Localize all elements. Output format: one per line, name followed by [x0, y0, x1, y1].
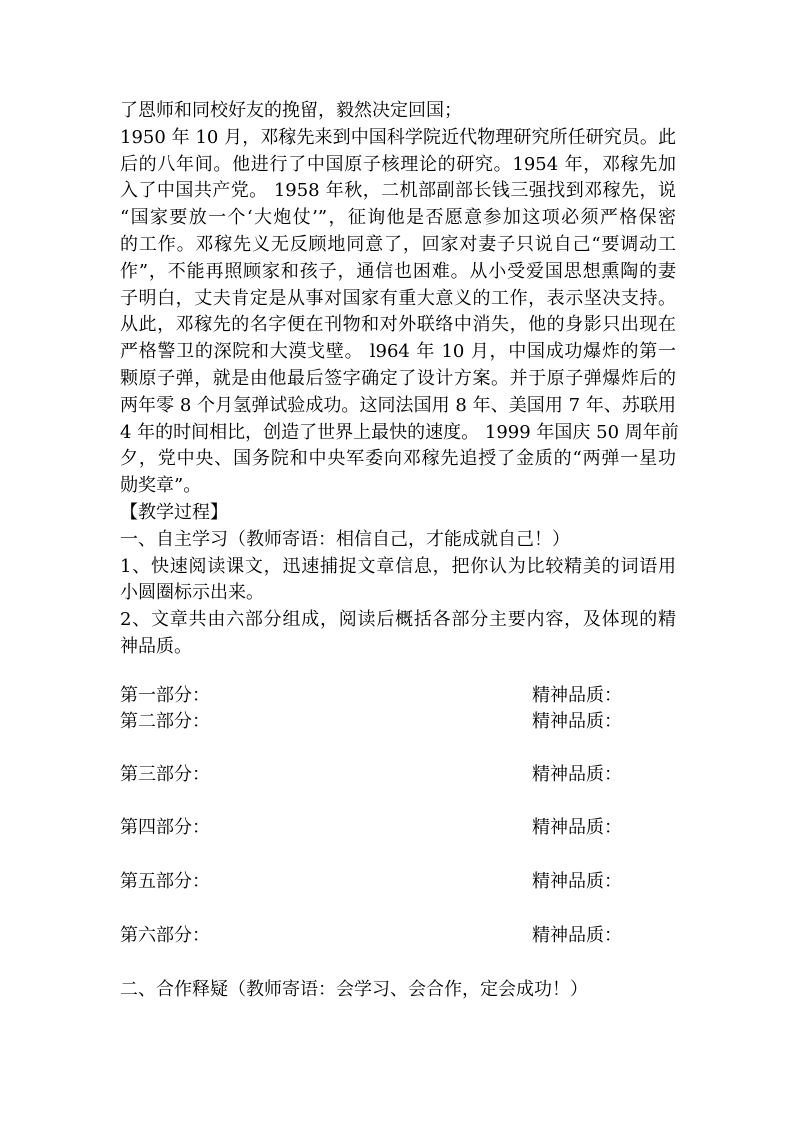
quality-label: 精神品质： [532, 710, 622, 732]
text-line: 子明白，丈夫肯定是从事对国家有重大意义的工作，表示坚决支持。 [120, 287, 676, 309]
text-line: 颗原子弹，就是由他最后签字确定了设计方案。并于原子弹爆炸后的 [120, 367, 676, 389]
text-line: 夕，党中央、国务院和中央军委向邓稼先追授了金质的“两弹一星功 [120, 448, 676, 470]
text-line: 作”，不能再照顾家和孩子，通信也困难。从小受爱国思想熏陶的妻 [120, 260, 676, 282]
section-2-title: 二、合作释疑（教师寄语：会学习、会合作，定会成功！） [120, 979, 588, 1000]
task-1 [120, 554, 676, 608]
text-line: 1、快速阅读课文，迅速捕捉文章信息，把你认为比较精美的词语用 [120, 555, 676, 577]
text-line: 严格警卫的深院和大漠戈壁。 l964 年 10 月，中国成功爆炸的第一 [120, 341, 676, 363]
part-row-5 [120, 869, 676, 896]
text-line: 神品质。 [120, 635, 192, 657]
part-row-6 [120, 923, 676, 950]
text-line: 小圆圈标示出来。 [120, 582, 264, 604]
quality-label: 精神品质： [532, 817, 622, 839]
part-row-4 [120, 815, 676, 842]
text-line: “国家要放一个‘大炮仗’”，征询他是否愿意参加这项必须严格保密 [120, 207, 676, 229]
part-label: 第四部分： [120, 817, 210, 839]
text-line: 两年零 8 个月氢弹试验成功。这同法国用 8 年、美国用 7 年、苏联用 [120, 394, 676, 416]
task-2 [120, 607, 676, 661]
part-row-1 [120, 683, 676, 710]
biography-paragraph [120, 98, 679, 500]
body-text [120, 98, 679, 661]
text-line: 勋奖章”。 [120, 475, 202, 497]
part-label: 第五部分： [120, 871, 210, 893]
text-line: 入了中国共产党。 1958 年秋，二机部副部长钱三强找到邓稼先，说 [120, 180, 676, 202]
quality-label: 精神品质： [532, 763, 622, 785]
quality-label: 精神品质： [532, 871, 622, 893]
parts-list [120, 683, 676, 946]
part-label: 第六部分： [120, 924, 210, 946]
section-1-title: 一、自主学习（教师寄语：相信自己，才能成就自己！） [120, 528, 570, 550]
text-line: 后的八年间。他进行了中国原子核理论的研究。1954 年，邓稼先加 [120, 153, 676, 175]
text-line: 了恩师和同校好友的挽留，毅然决定回国； [120, 100, 462, 121]
part-row-2 [120, 709, 676, 736]
text-line: 1950 年 10 月，邓稼先来到中国科学院近代物理研究所任研究员。此 [120, 126, 676, 148]
part-label: 第一部分： [120, 685, 210, 706]
part-label: 第二部分： [120, 710, 210, 732]
teaching-process-heading: 【教学过程】 [120, 501, 228, 523]
text-line: 4 年的时间相比，创造了世界上最快的速度。 1999 年国庆 50 周年前 [120, 421, 679, 443]
quality-label: 精神品质： [532, 924, 622, 946]
text-line: 2、文章共由六部分组成，阅读后概括各部分主要内容，及体现的精 [120, 609, 676, 631]
quality-label: 精神品质： [532, 685, 622, 706]
text-line: 从此，邓稼先的名字便在刊物和对外联络中消失，他的身影只出现在 [120, 314, 676, 336]
text-line: 的工作。邓稼先义无反顾地同意了，回家对妻子只说自己“要调动工 [120, 233, 676, 255]
part-row-3 [120, 762, 676, 789]
part-label: 第三部分： [120, 763, 210, 785]
